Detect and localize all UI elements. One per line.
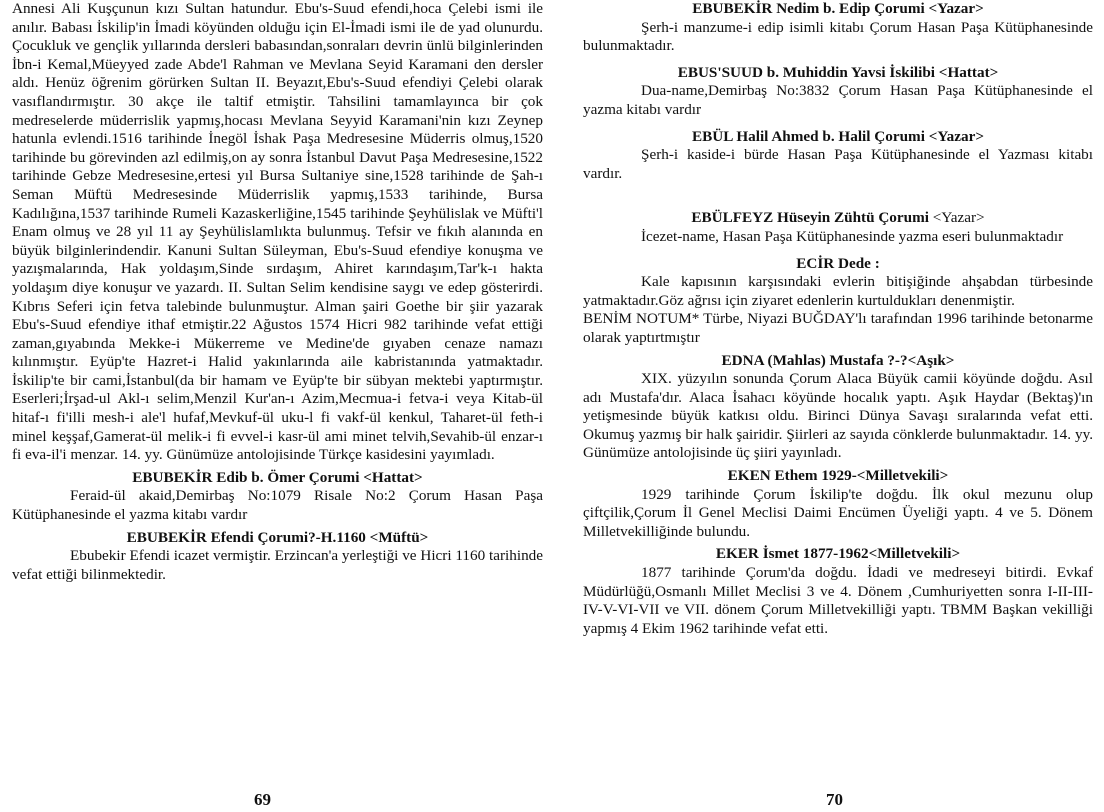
entry-heading <box>583 209 1093 228</box>
entry-text: 1877 tarihinde Çorum'da doğdu. İdadi ve medreseyi bitirdi. Evkaf Müdürlüğü,Osmanlı Millet Meclisi 3 ve 4. Dönem ,Cumhuriyetten sonra I-II-III-IV-V-VI-VII ve VII. dönem Çorum Milletvekilliği yaptı. TBMM Başkan vekilliği yapmış 4 Ekim 1962 tarihinde vefat etti. <box>583 564 1093 637</box>
entry-text: Dua-name,Demirbaş No:3832 Çorum Hasan Paşa Kütüphanesinde el yazma kitabı vardır <box>583 82 1093 118</box>
page-number-left: 69 <box>254 790 271 809</box>
entry-text: Feraid-ül akaid,Demirbaş No:1079 Risale No:2 Çorum Hasan Paşa Kütüphanesinde el yazma kitabı vardır <box>12 487 543 524</box>
entry-heading: ECİR Dede : <box>796 254 880 272</box>
entry-heading: EBUBEKİR Edib b. Ömer Çorumi <Hattat> <box>132 468 423 486</box>
entry-text: Ebubekir Efendi icazet vermiştir. Erzincan'a yerleştiği ve Hicri 1160 tarihinde vefat ettiği bilinmektedir. <box>12 547 543 583</box>
right-page <box>583 0 1093 638</box>
entry-heading: EKER İsmet 1877-1962<Milletvekili> <box>715 545 961 563</box>
entry-text: Kale kapısının karşısındaki evlerin bitişiğinde ahşabdan türbesinde yatmaktadır.Göz ağrısı için ziyaret edenlerin kurtuldukları denenmiştir. <box>583 273 1093 309</box>
intro-paragraph: Annesi Ali Kuşçunun kızı Sultan hatundur. Ebu's-Suud efendi,hoca Çelebi ismi ile anılır. Babası İskilip'in İmadi köyünden olduğu için El-İmadi ismi ile de yad olunurdu. Çocukluk ve gençlik yıllarında dersleri babasından,sonraları devrin ünlü bilginlerinden İbn-i Kemal,Müeyyed zade Abde'l Rahman ve Mevlana Seyid Karamani den dersler aldı. Henüz öğrenim görürken Sultan II. Beyazıt,Ebu's-Suud efendiyi Çelebi olarak vasıflandırmıştır. 30 akçe ile taltif etmiştir. Tahsilini tamamlayınca bir çok medreselerde müderrislik yapmış,hocası Mevlana Seyyid Karamani'nin kızı Zeynep hatunla evlendi.1516 tarihinde İnegöl İshak Paşa Medresesine Müderris olmuş,1520 tarihinde bu görevinden azl edilmiş,on ay sonra İstanbul Davut Paşa Medresesine,1522 tarihinde Gebze Medresesine,ertesi yıl Bursa Sultaniye sine,1528 tarihinde de Şah-ı Seman Müftü Medresesinde Müderrislik yapmış,1533 tarihinde, Bursa Kadılığına,1537 tarihinde Rumeli Kazaskerliğine,1545 tarihinde Şeyhülislak ve Müfti'l Enam olmuş ve 28 yıl 11 ay Şeyhülislamlıkta bulunmuş. Tefsir ve fıkıh alanında en büyük bilginlerindendir. Kanuni Sultan Süleyman, Ebu's-Suud efendiye konuşma ve yazışmalarında, Hak yoldaşım,Sinde sırdaşım, Ahiret karındaşım,Tar'k-ı hakta yoldaşım diye konuşur ve yazardı. II. Sultan Selim kendisine saygı ve edep gösterirdi. Kıbrıs Seferi için fetva talebinde bulunmuştur. Alman şairi Goethe bir şiir yazarak Ebu's-Suud efendiye ithaf etmiştir.22 Ağustos 1574 Hicri 982 tarihinde vefat ettiği zaman,gıyabında Mekke-i Mükerreme ve Medine'de gıyaben cenaze namazı kılınmıştır. Eyüp'te Hazret-i Halid yakınlarında aile kabristanında yatmaktadır. İskilip'te bir cami,İstanbul(da bir hamam ve Eyüp'te bir sübyan mektebi yaptırmıştır. Eserleri;İrşad-ul Akl-ı selim,Menzil Kur'an-ı Azim,Mecmua-i fetva-i veya Kitab-ül hitaf-ı fi'illi mesh-i ale'l hufaf,Mevkuf-ül uku-l fi vakf-ül kenkul, Taharet-ül feth-i minel keşşaf,Gamerat-ül melik-i fi evvel-i kasr-ül ami minet telvih,Sevahib-ül enzar-ı fi eva-il'i menzar. 14. yy. Günümüze antolojisinde Türkçe kasidesini yayımladı. <box>12 0 543 464</box>
entry-heading: EBUBEKİR Efendi Çorumi?-H.1160 <Müftü> <box>126 528 429 546</box>
entry-heading-name: EBÜLFEYZ Hüseyin Zühtü Çorumi <box>691 209 929 227</box>
entry-heading: EBUS'SUUD b. Muhiddin Yavsi İskilibi <Hattat> <box>677 63 999 81</box>
entry-text: İcezet-name, Hasan Paşa Kütüphanesinde yazma eseri bulunmaktadır <box>641 227 1064 245</box>
entry-heading: EBÜL Halil Ahmed b. Halil Çorumi <Yazar> <box>692 127 984 145</box>
entry-heading-tag: <Yazar> <box>932 209 985 227</box>
entry-text: XIX. yüzyılın sonunda Çorum Alaca Büyük camii köyünde doğdu. Asıl adı Mustafa'dır. Alaca İsahacı köyünde hocalık yaptı. Aşık Haydar (Bektaş)'ın yetişmesinde büyük katkısı oldu. Birinci Dünya Savaşı sıralarında vefat etti. Okumuş yazmış bir halk şairidir. Şiirleri az sayıda cönklerde bulunmaktadır. 14. yy. Günümüze antolojisinde üç şiiri yayınladı. <box>583 370 1093 462</box>
entry-text: Şerh-i manzume-i edip isimli kitabı Çorum Hasan Paşa Kütüphanesinde bulunmaktadır. <box>583 18 1093 55</box>
entry-heading: EKEN Ethem 1929-<Milletvekili> <box>727 467 949 485</box>
entry-text: 1929 tarihinde Çorum İskilip'te doğdu. İlk okul mezunu olup çiftçilik,Çorum İl Genel Meclisi Daimi Encümen Üyeliği yaptı. 4 ve 5. Dönem Milletvekilliğinde bulundu. <box>583 485 1093 540</box>
author-note: BENİM NOTUM* Türbe, Niyazi BUĞDAY'lı tarafından 1996 tarihinde betonarme olarak yaptırtmıştır <box>583 310 1093 346</box>
entry-text: Şerh-i kaside-i bürde Hasan Paşa Kütüphanesinde el Yazması kitabı vardır. <box>583 146 1093 182</box>
page-number-right: 70 <box>826 790 843 809</box>
entry-heading: EBUBEKİR Nedim b. Edip Çorumi <Yazar> <box>692 0 984 17</box>
entry-heading: EDNA (Mahlas) Mustafa ?-?<Aşık> <box>721 351 955 369</box>
left-page <box>12 0 543 584</box>
